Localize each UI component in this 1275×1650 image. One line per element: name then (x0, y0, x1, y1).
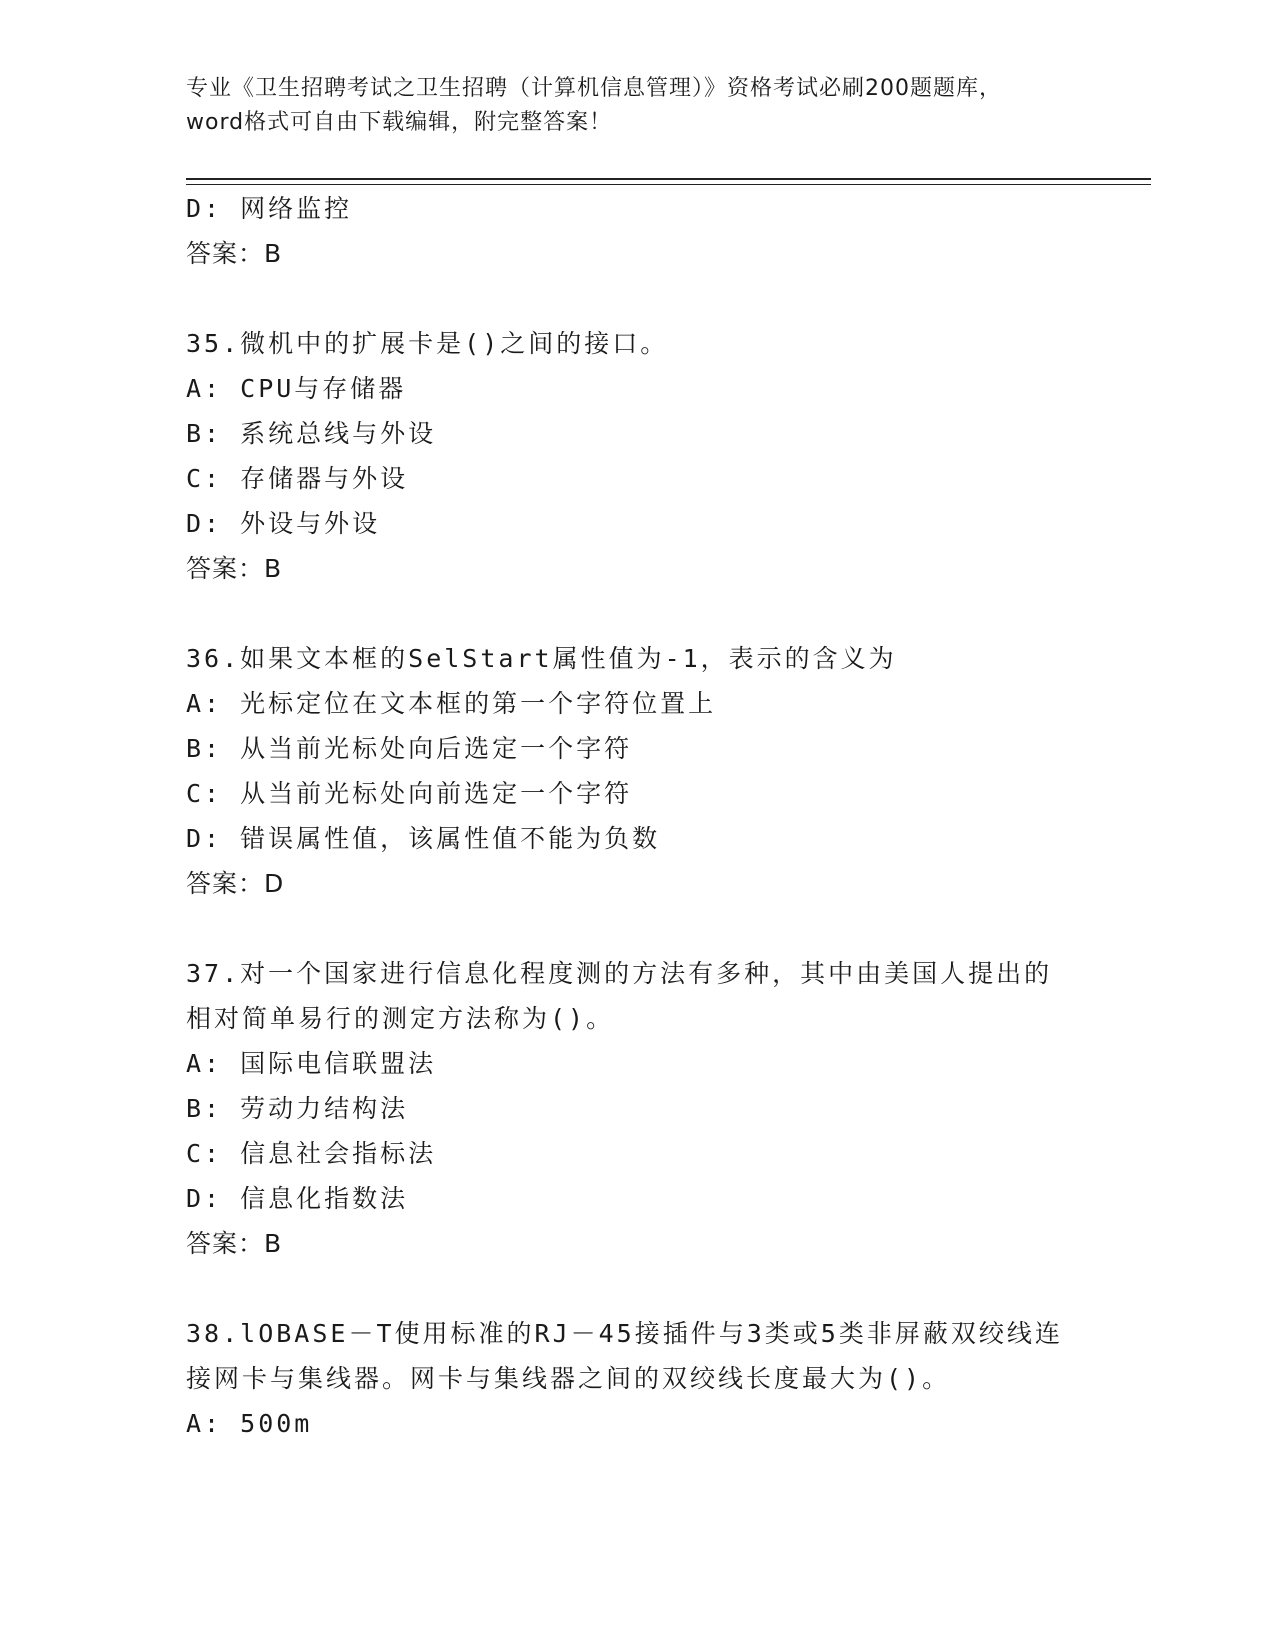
option-a: A: 国际电信联盟法 (186, 1049, 437, 1078)
carryover-answer: 答案：B (186, 239, 283, 268)
option-b: B: 从当前光标处向后选定一个字符 (186, 734, 633, 763)
question-stem: 35.微机中的扩展卡是()之间的接口。 (186, 329, 669, 358)
option-a: A: 500m (186, 1409, 313, 1438)
answer: 答案：B (186, 1229, 283, 1258)
question-stem: 36.如果文本框的SelStart属性值为-1，表示的含义为 (186, 644, 897, 673)
option-d: D: 信息化指数法 (186, 1184, 409, 1213)
document-header (186, 72, 1086, 140)
option-c: C: 从当前光标处向前选定一个字符 (186, 779, 633, 808)
header-line-2: word格式可自由下载编辑，附完整答案！ (186, 110, 613, 135)
option-a: A: 光标定位在文本框的第一个字符位置上 (186, 689, 717, 718)
option-b: B: 系统总线与外设 (186, 419, 437, 448)
spacer (186, 591, 1086, 636)
header-rule-thick (186, 178, 1151, 180)
question-37 (186, 951, 1086, 1266)
spacer (186, 906, 1086, 951)
question-stem-line-2: 相对简单易行的测定方法称为()。 (186, 1004, 615, 1033)
answer: 答案：B (186, 554, 283, 583)
option-b: B: 劳动力结构法 (186, 1094, 409, 1123)
option-c: C: 信息社会指标法 (186, 1139, 437, 1168)
option-a: A: CPU与存储器 (186, 374, 407, 403)
question-38 (186, 1311, 1086, 1446)
header-rule-thin (186, 184, 1151, 185)
carryover-option-d: D: 网络监控 (186, 194, 353, 223)
question-35 (186, 321, 1086, 591)
header-line-1: 专业《卫生招聘考试之卫生招聘（计算机信息管理）》资格考试必刷200题题库， (186, 76, 1002, 101)
option-d: D: 错误属性值，该属性值不能为负数 (186, 824, 661, 853)
option-c: C: 存储器与外设 (186, 464, 409, 493)
spacer (186, 1266, 1086, 1311)
option-d: D: 外设与外设 (186, 509, 381, 538)
question-stem-line-1: 37.对一个国家进行信息化程度测的方法有多种，其中由美国人提出的 (186, 959, 1053, 988)
question-stem-line-2: 接网卡与集线器。网卡与集线器之间的双绞线长度最大为()。 (186, 1364, 951, 1393)
question-36 (186, 636, 1086, 906)
spacer (186, 276, 1086, 321)
question-stem-line-1: 38.lOBASE－T使用标准的RJ－45接插件与3类或5类非屏蔽双绞线连 (186, 1319, 1063, 1348)
question-list (186, 186, 1086, 1446)
answer: 答案：D (186, 869, 285, 898)
